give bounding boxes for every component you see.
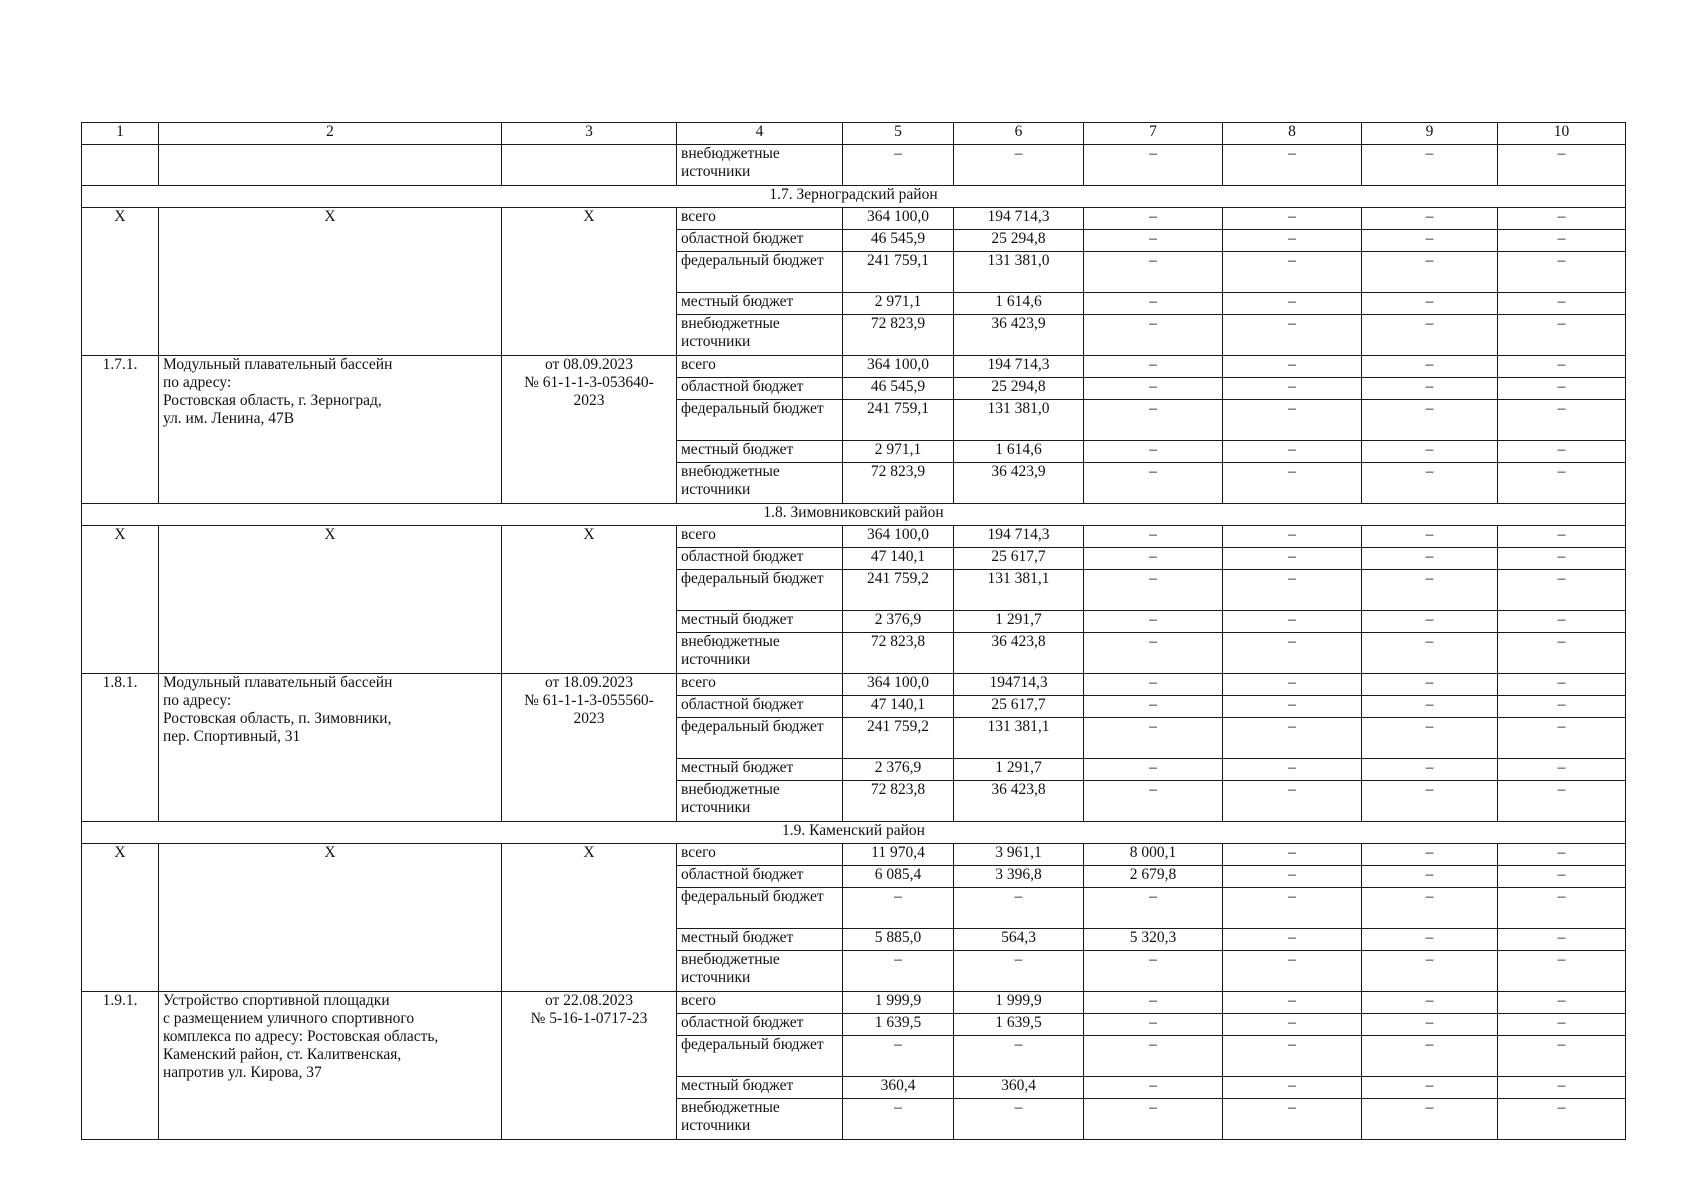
value-cell: 25 294,8 <box>954 378 1084 400</box>
value-cell: – <box>1362 951 1498 992</box>
value-cell: – <box>1362 526 1498 548</box>
value-cell: – <box>1362 759 1498 781</box>
funding-source-label: внебюджетные источники <box>677 951 843 992</box>
funding-source-label: всего <box>677 526 843 548</box>
column-number: 1 <box>82 123 159 145</box>
value-cell: 194714,3 <box>954 674 1084 696</box>
value-cell: – <box>1084 252 1223 293</box>
value-cell: 2 376,9 <box>843 611 954 633</box>
value-cell: – <box>1223 992 1362 1014</box>
value-cell: – <box>1498 674 1626 696</box>
cell-x: Х <box>82 208 159 356</box>
value-cell: – <box>1498 356 1626 378</box>
value-cell: – <box>1362 208 1498 230</box>
value-cell: 5 885,0 <box>843 929 954 951</box>
value-cell: – <box>1223 951 1362 992</box>
value-cell: – <box>1498 230 1626 252</box>
value-cell: – <box>1362 315 1498 356</box>
value-cell: – <box>1498 866 1626 888</box>
funding-source-label: федеральный бюджет <box>677 400 843 441</box>
value-cell: – <box>1223 463 1362 504</box>
value-cell: – <box>843 1099 954 1140</box>
value-cell: – <box>954 951 1084 992</box>
value-cell: – <box>1084 400 1223 441</box>
value-cell: – <box>954 888 1084 929</box>
value-cell: 72 823,8 <box>843 633 954 674</box>
value-cell: 3 961,1 <box>954 844 1084 866</box>
value-cell: – <box>1084 315 1223 356</box>
value-cell: – <box>1223 570 1362 611</box>
value-cell: 5 320,3 <box>1084 929 1223 951</box>
value-cell: 194 714,3 <box>954 526 1084 548</box>
value-cell: – <box>1084 1014 1223 1036</box>
value-cell: 3 396,8 <box>954 866 1084 888</box>
value-cell: – <box>1362 356 1498 378</box>
value-cell: – <box>1498 293 1626 315</box>
table-row <box>82 208 1626 230</box>
value-cell: – <box>1498 992 1626 1014</box>
value-cell: – <box>1084 888 1223 929</box>
value-cell: – <box>1223 441 1362 463</box>
value-cell: – <box>1223 252 1362 293</box>
funding-source-label: областной бюджет <box>677 866 843 888</box>
funding-source-label: местный бюджет <box>677 929 843 951</box>
section-title: 1.7. Зерноградский район <box>82 186 1626 208</box>
value-cell: – <box>1362 441 1498 463</box>
value-cell: 11 970,4 <box>843 844 954 866</box>
value-cell: – <box>1498 570 1626 611</box>
funding-source-label: местный бюджет <box>677 441 843 463</box>
section-title: 1.9. Каменский район <box>82 822 1626 844</box>
value-cell: 8 000,1 <box>1084 844 1223 866</box>
value-cell: 564,3 <box>954 929 1084 951</box>
value-cell: – <box>1223 1077 1362 1099</box>
value-cell: – <box>954 1036 1084 1077</box>
value-cell: – <box>1223 929 1362 951</box>
value-cell: – <box>1084 718 1223 759</box>
value-cell: 131 381,1 <box>954 718 1084 759</box>
permit-details: от 18.09.2023 № 61-1-1-3-055560- 2023 <box>502 674 677 822</box>
funding-source-label: внебюджетные источники <box>677 1099 843 1140</box>
value-cell: – <box>1223 866 1362 888</box>
cell-x: Х <box>159 526 502 674</box>
value-cell: – <box>1362 400 1498 441</box>
value-cell: 46 545,9 <box>843 230 954 252</box>
value-cell: – <box>1498 1099 1626 1140</box>
cell-empty <box>159 145 502 186</box>
object-name: Устройство спортивной площадки с размещением уличного спортивного комплекса по адресу: Ростовская область, Каменский район, ст. Калитвенская, напротив ул. Кирова, 37 <box>159 992 502 1140</box>
value-cell: – <box>1223 293 1362 315</box>
value-cell: – <box>1223 1036 1362 1077</box>
value-cell: – <box>1223 633 1362 674</box>
value-cell: – <box>1223 526 1362 548</box>
value-cell: – <box>1498 315 1626 356</box>
funding-source-label: областной бюджет <box>677 230 843 252</box>
value-cell: – <box>1498 781 1626 822</box>
value-cell: 25 294,8 <box>954 230 1084 252</box>
value-cell: 194 714,3 <box>954 356 1084 378</box>
value-cell: – <box>1498 718 1626 759</box>
funding-source-label: местный бюджет <box>677 759 843 781</box>
funding-source-label: всего <box>677 208 843 230</box>
value-cell: – <box>1362 1077 1498 1099</box>
value-cell: – <box>843 145 954 186</box>
object-name: Модульный плавательный бассейн по адресу: Ростовская область, п. Зимовники, пер. Спортивный, 31 <box>159 674 502 822</box>
value-cell: 364 100,0 <box>843 356 954 378</box>
value-cell: – <box>1498 441 1626 463</box>
funding-source-label: всего <box>677 992 843 1014</box>
value-cell: – <box>1498 208 1626 230</box>
section-heading-row <box>82 822 1626 844</box>
value-cell: – <box>1223 781 1362 822</box>
value-cell: – <box>1362 1099 1498 1140</box>
funding-source-label: всего <box>677 674 843 696</box>
value-cell: – <box>1498 548 1626 570</box>
value-cell: – <box>1223 611 1362 633</box>
value-cell: 72 823,9 <box>843 463 954 504</box>
funding-source-label: федеральный бюджет <box>677 570 843 611</box>
value-cell: – <box>1084 378 1223 400</box>
value-cell: – <box>1084 611 1223 633</box>
value-cell: 241 759,2 <box>843 718 954 759</box>
value-cell: – <box>1223 674 1362 696</box>
funding-source-label: местный бюджет <box>677 293 843 315</box>
funding-source-label: внебюджетные источники <box>677 781 843 822</box>
value-cell: – <box>1362 230 1498 252</box>
value-cell: – <box>1084 463 1223 504</box>
funding-source-label: всего <box>677 844 843 866</box>
value-cell: 2 679,8 <box>1084 866 1223 888</box>
value-cell: – <box>1362 781 1498 822</box>
funding-source-label: федеральный бюджет <box>677 252 843 293</box>
value-cell: – <box>1362 1014 1498 1036</box>
value-cell: – <box>1362 145 1498 186</box>
value-cell: 360,4 <box>954 1077 1084 1099</box>
value-cell: – <box>1362 252 1498 293</box>
column-number: 2 <box>159 123 502 145</box>
value-cell: 36 423,8 <box>954 633 1084 674</box>
value-cell: – <box>1498 378 1626 400</box>
funding-source-label: внебюджетные источники <box>677 463 843 504</box>
funding-source-label: областной бюджет <box>677 548 843 570</box>
cell-x: Х <box>502 844 677 992</box>
value-cell: – <box>1498 611 1626 633</box>
value-cell: – <box>1362 570 1498 611</box>
value-cell: – <box>1084 633 1223 674</box>
section-heading-row <box>82 504 1626 526</box>
value-cell: 47 140,1 <box>843 696 954 718</box>
item-number: 1.7.1. <box>82 356 159 504</box>
cell-x: Х <box>159 844 502 992</box>
value-cell: 46 545,9 <box>843 378 954 400</box>
cell-empty <box>82 145 159 186</box>
value-cell: 241 759,1 <box>843 400 954 441</box>
table-row <box>82 526 1626 548</box>
value-cell: 47 140,1 <box>843 548 954 570</box>
funding-source-label: внебюджетные источники <box>677 315 843 356</box>
funding-source-label: местный бюджет <box>677 1077 843 1099</box>
value-cell: 360,4 <box>843 1077 954 1099</box>
value-cell: – <box>1223 378 1362 400</box>
value-cell: 1 999,9 <box>843 992 954 1014</box>
value-cell: – <box>1362 844 1498 866</box>
value-cell: – <box>1498 1014 1626 1036</box>
value-cell: – <box>1362 378 1498 400</box>
column-number: 9 <box>1362 123 1498 145</box>
value-cell: 1 639,5 <box>843 1014 954 1036</box>
value-cell: – <box>1223 1014 1362 1036</box>
value-cell: – <box>1084 1036 1223 1077</box>
value-cell: – <box>1498 526 1626 548</box>
header-row <box>82 123 1626 145</box>
value-cell: 131 381,1 <box>954 570 1084 611</box>
value-cell: – <box>1362 611 1498 633</box>
value-cell: – <box>1362 633 1498 674</box>
value-cell: 2 376,9 <box>843 759 954 781</box>
column-number: 10 <box>1498 123 1626 145</box>
value-cell: – <box>1223 696 1362 718</box>
value-cell: – <box>1084 759 1223 781</box>
value-cell: – <box>843 888 954 929</box>
column-number: 3 <box>502 123 677 145</box>
value-cell: – <box>1084 526 1223 548</box>
value-cell: – <box>1498 888 1626 929</box>
value-cell: – <box>1498 463 1626 504</box>
value-cell: – <box>1498 145 1626 186</box>
column-number: 4 <box>677 123 843 145</box>
table-row <box>82 145 1626 186</box>
value-cell: – <box>1223 718 1362 759</box>
value-cell: – <box>1223 356 1362 378</box>
value-cell: – <box>1362 888 1498 929</box>
value-cell: 241 759,2 <box>843 570 954 611</box>
value-cell: 2 971,1 <box>843 441 954 463</box>
value-cell: – <box>1223 145 1362 186</box>
funding-source-label: федеральный бюджет <box>677 1036 843 1077</box>
value-cell: 1 999,9 <box>954 992 1084 1014</box>
value-cell: – <box>1223 1099 1362 1140</box>
value-cell: 364 100,0 <box>843 208 954 230</box>
item-number: 1.9.1. <box>82 992 159 1140</box>
value-cell: – <box>1084 441 1223 463</box>
value-cell: 36 423,8 <box>954 781 1084 822</box>
value-cell: – <box>1084 1099 1223 1140</box>
value-cell: – <box>1362 1036 1498 1077</box>
table-row <box>82 992 1626 1014</box>
value-cell: – <box>1362 548 1498 570</box>
value-cell: – <box>1362 866 1498 888</box>
value-cell: 194 714,3 <box>954 208 1084 230</box>
value-cell: – <box>1084 992 1223 1014</box>
value-cell: 72 823,9 <box>843 315 954 356</box>
section-heading-row <box>82 186 1626 208</box>
value-cell: – <box>1498 929 1626 951</box>
funding-source-label: внебюджетные источники <box>677 145 843 186</box>
budget-table <box>81 122 1626 1140</box>
cell-x: Х <box>82 844 159 992</box>
value-cell: 1 291,7 <box>954 611 1084 633</box>
value-cell: 25 617,7 <box>954 548 1084 570</box>
funding-source-label: областной бюджет <box>677 378 843 400</box>
value-cell: – <box>1498 400 1626 441</box>
value-cell: – <box>954 1099 1084 1140</box>
funding-source-label: всего <box>677 356 843 378</box>
column-number: 6 <box>954 123 1084 145</box>
column-number: 8 <box>1223 123 1362 145</box>
value-cell: 241 759,1 <box>843 252 954 293</box>
value-cell: – <box>1084 230 1223 252</box>
value-cell: 364 100,0 <box>843 526 954 548</box>
value-cell: – <box>1223 888 1362 929</box>
table-row <box>82 844 1626 866</box>
value-cell: – <box>1223 230 1362 252</box>
value-cell: – <box>1084 548 1223 570</box>
value-cell: – <box>1362 929 1498 951</box>
value-cell: – <box>1084 208 1223 230</box>
funding-source-label: областной бюджет <box>677 1014 843 1036</box>
funding-source-label: областной бюджет <box>677 696 843 718</box>
value-cell: 2 971,1 <box>843 293 954 315</box>
value-cell: – <box>1362 992 1498 1014</box>
value-cell: – <box>1362 696 1498 718</box>
section-title: 1.8. Зимовниковский район <box>82 504 1626 526</box>
permit-details: от 08.09.2023 № 61-1-1-3-053640- 2023 <box>502 356 677 504</box>
value-cell: – <box>1223 208 1362 230</box>
value-cell: – <box>1223 400 1362 441</box>
value-cell: – <box>954 145 1084 186</box>
value-cell: – <box>843 1036 954 1077</box>
value-cell: – <box>1498 1036 1626 1077</box>
cell-x: Х <box>502 526 677 674</box>
value-cell: – <box>1498 633 1626 674</box>
value-cell: – <box>1084 674 1223 696</box>
value-cell: – <box>1498 951 1626 992</box>
value-cell: – <box>1223 548 1362 570</box>
funding-source-label: федеральный бюджет <box>677 718 843 759</box>
value-cell: 131 381,0 <box>954 252 1084 293</box>
funding-source-label: местный бюджет <box>677 611 843 633</box>
column-number: 5 <box>843 123 954 145</box>
column-number: 7 <box>1084 123 1223 145</box>
cell-x: Х <box>159 208 502 356</box>
value-cell: – <box>1084 951 1223 992</box>
value-cell: 36 423,9 <box>954 315 1084 356</box>
value-cell: – <box>1498 1077 1626 1099</box>
value-cell: – <box>1084 356 1223 378</box>
value-cell: – <box>1362 463 1498 504</box>
value-cell: – <box>1084 781 1223 822</box>
cell-empty <box>502 145 677 186</box>
value-cell: – <box>1362 293 1498 315</box>
value-cell: 131 381,0 <box>954 400 1084 441</box>
value-cell: 6 085,4 <box>843 866 954 888</box>
value-cell: 72 823,8 <box>843 781 954 822</box>
value-cell: – <box>1084 293 1223 315</box>
cell-x: Х <box>502 208 677 356</box>
value-cell: – <box>1362 718 1498 759</box>
value-cell: 364 100,0 <box>843 674 954 696</box>
value-cell: – <box>1362 674 1498 696</box>
value-cell: 1 614,6 <box>954 293 1084 315</box>
cell-x: Х <box>82 526 159 674</box>
value-cell: – <box>843 951 954 992</box>
value-cell: – <box>1498 696 1626 718</box>
value-cell: – <box>1084 1077 1223 1099</box>
table-row <box>82 674 1626 696</box>
value-cell: – <box>1498 252 1626 293</box>
value-cell: 36 423,9 <box>954 463 1084 504</box>
permit-details: от 22.08.2023 № 5-16-1-0717-23 <box>502 992 677 1140</box>
value-cell: – <box>1223 315 1362 356</box>
funding-source-label: внебюджетные источники <box>677 633 843 674</box>
value-cell: 1 291,7 <box>954 759 1084 781</box>
value-cell: 1 614,6 <box>954 441 1084 463</box>
funding-source-label: федеральный бюджет <box>677 888 843 929</box>
value-cell: – <box>1084 145 1223 186</box>
value-cell: 1 639,5 <box>954 1014 1084 1036</box>
value-cell: – <box>1223 844 1362 866</box>
table-row <box>82 356 1626 378</box>
value-cell: – <box>1084 696 1223 718</box>
value-cell: – <box>1498 759 1626 781</box>
object-name: Модульный плавательный бассейн по адресу: Ростовская область, г. Зерноград, ул. им. Ленина, 47В <box>159 356 502 504</box>
value-cell: – <box>1498 844 1626 866</box>
value-cell: – <box>1084 570 1223 611</box>
value-cell: – <box>1223 759 1362 781</box>
value-cell: 25 617,7 <box>954 696 1084 718</box>
item-number: 1.8.1. <box>82 674 159 822</box>
